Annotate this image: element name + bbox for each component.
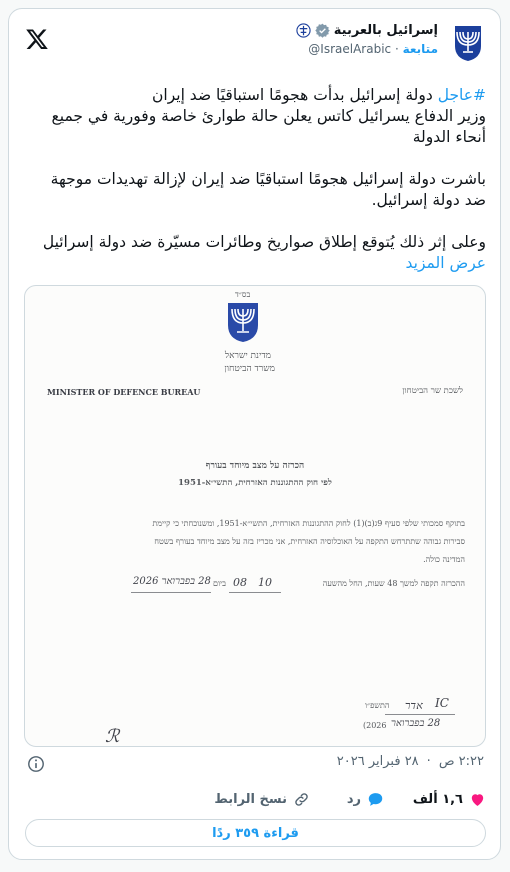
tweet-paragraph-3: وعلى إثر ذلك يُتوقع إطلاق صواريخ وطائرات مسيّرة ضد دولة إسرائيل	[42, 233, 486, 251]
header-separator: ·	[394, 42, 399, 56]
tweet-card	[8, 8, 501, 860]
tweet-header	[296, 23, 488, 63]
reply-bubble-icon	[367, 791, 384, 808]
like-button[interactable]	[413, 791, 486, 808]
reply-button[interactable]	[347, 791, 384, 808]
document-body-line-3: המדינה כולה.	[423, 555, 465, 564]
document-body-line-2: סבירות גבוהה שתתרחש התקפה על האוכלוסיה האזרחית, אני מכריז בזה על מצב מיוחד בעורף בשטח	[154, 537, 465, 546]
tweet-paragraph-2: باشرت دولة إسرائيل هجومًا استباقيًا ضد إيران لإزالة تهديدات موجهة ضد دولة إسرائيل.	[50, 170, 486, 209]
heart-icon	[469, 791, 486, 808]
avatar[interactable]	[448, 23, 488, 63]
timestamp-separator: ·	[426, 754, 431, 769]
document-handwritten-time: 10	[258, 576, 272, 589]
document-emblem-line-2: משרד הביטחון	[224, 364, 275, 374]
x-logo-icon[interactable]	[25, 27, 49, 51]
document-bureau-hebrew: לשכת שר הביטחון	[402, 386, 463, 396]
document-handwritten-signature-date: 28 בפברואר	[391, 718, 441, 729]
document-emblem-line-1: מדינת ישראל	[224, 351, 271, 361]
tweet-timestamp[interactable]	[337, 754, 484, 769]
tweet-date: ٢٨ فبراير ٢٠٢٦	[336, 754, 419, 769]
document-signature-year-label: התשפ״ו	[365, 701, 390, 710]
link-icon	[293, 791, 310, 808]
like-count: ١,٦ ألف	[412, 792, 463, 807]
follow-button[interactable]: متابعة	[402, 42, 438, 56]
read-replies-button[interactable]: قراءة ٣٥٩ ردًا	[25, 819, 486, 847]
reply-label: رد	[346, 792, 361, 807]
document-body-line-1: בתוקף סמכותי שלפי סעיף 9ג(ב)(1) לחוק ההתגוננות האזרחית, התשי״א-1951, ומשנוכחתי כי קיימת	[152, 519, 465, 528]
tweet-line-1: دولة إسرائيل بدأت هجومًا استباقيًا ضد إيران	[152, 86, 438, 104]
account-info	[296, 23, 438, 56]
document-handwritten-signature: אדר	[405, 699, 423, 712]
tweet-actions	[9, 791, 500, 815]
verified-badge-icon	[315, 23, 330, 38]
document-day-label: ביום	[213, 579, 226, 588]
tweet-line-2: وزير الدفاع يسرائيل كاتس يعلن حالة طوارئ خاصة وفورية في جميع أنحاء الدولة	[51, 107, 486, 146]
show-more-link[interactable]: عرض المزيد	[405, 254, 486, 272]
document-top-mark: בס״ד	[235, 290, 251, 299]
hashtag-link[interactable]: #عاجل	[437, 86, 486, 104]
info-icon[interactable]	[27, 755, 45, 773]
menorah-emblem-icon	[225, 300, 261, 344]
document-handwritten-time-minutes: 08	[233, 576, 247, 589]
document-title-line-1: הכרזה על מצב מיוחד בעורף	[205, 461, 305, 471]
display-name[interactable]: إسرائيل بالعربية	[333, 23, 438, 38]
document-signature-year-number: (2026	[363, 721, 387, 730]
document-handwritten-corner-mark: ℛ	[105, 726, 120, 747]
tweet-time: ٢:٢٢ ص	[438, 754, 484, 769]
attached-document-image[interactable]	[24, 285, 486, 747]
document-bureau-english: MINISTER OF DEFENCE BUREAU	[47, 387, 201, 397]
affiliate-badge-icon	[296, 23, 311, 38]
handle[interactable]: @IsraelArabic	[308, 42, 392, 56]
tweet-text	[25, 85, 486, 274]
document-handwritten-date: 28 בפברואר 2026	[133, 576, 211, 587]
document-validity-text: ההכרזה תקפה למשך 48 שעות, החל מהשעה	[322, 579, 465, 588]
document-handwritten-ic: IC	[435, 696, 449, 710]
copy-link-label: نسخ الرابط	[214, 792, 287, 807]
copy-link-button[interactable]	[214, 791, 310, 808]
document-title-line-2: לפי חוק ההתגוננות האזרחית, התשי״א-1951	[178, 478, 332, 488]
menorah-emblem-icon	[451, 24, 485, 62]
